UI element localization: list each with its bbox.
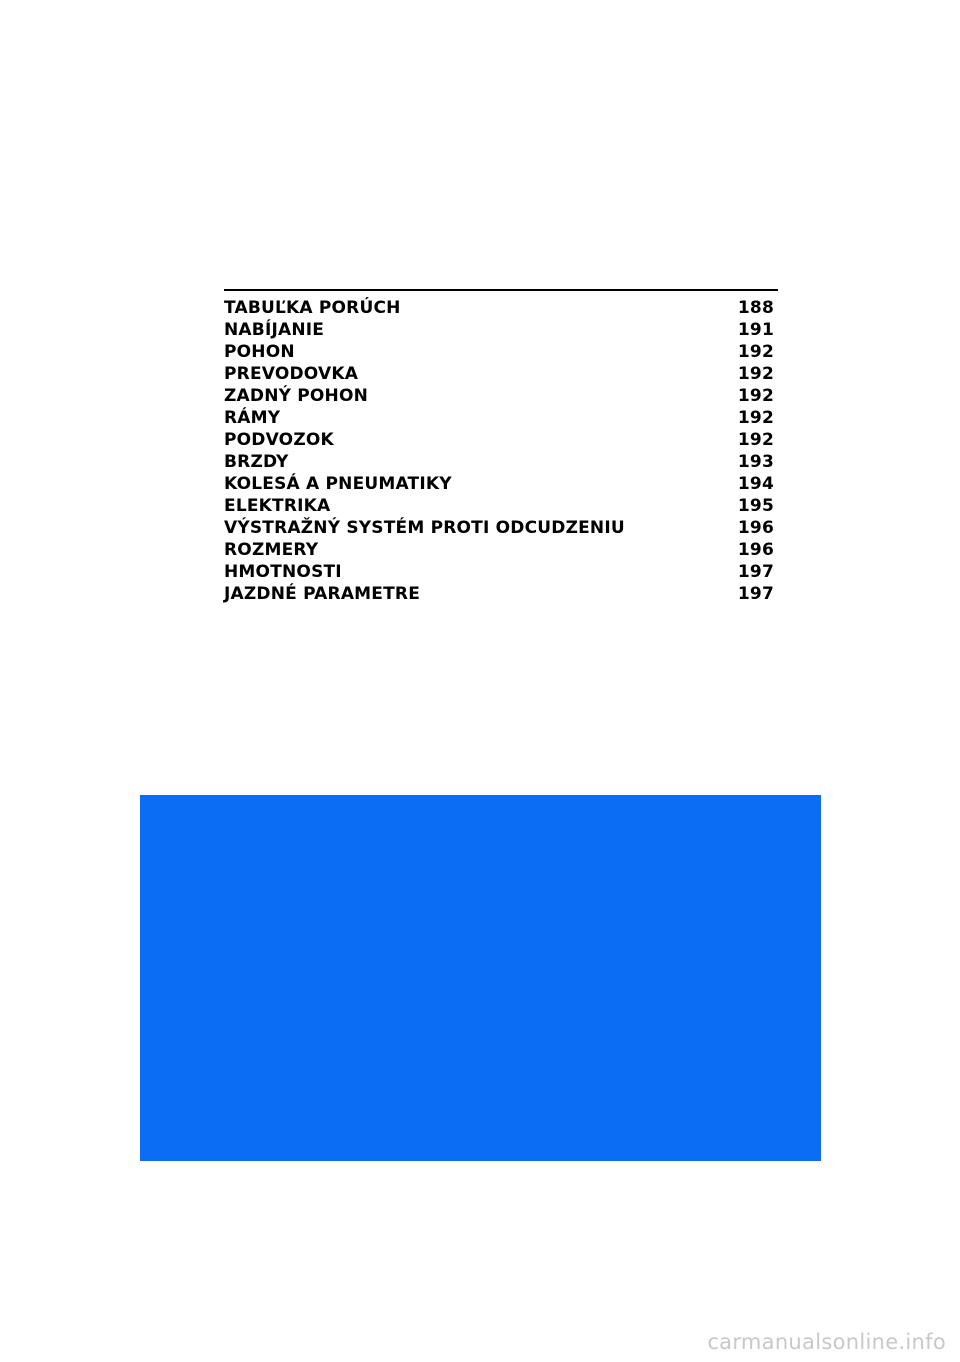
toc-entry-title: ROZMERY <box>224 540 319 560</box>
toc-entry-title: RÁMY <box>224 408 281 428</box>
toc-entry-page: 197 <box>737 562 774 582</box>
blue-panel <box>140 795 821 1161</box>
table-of-contents <box>224 289 778 605</box>
toc-entry-title: VÝSTRAŽNÝ SYSTÉM PROTI ODCUDZENIU <box>224 518 625 538</box>
toc-entry-page: 192 <box>737 408 774 428</box>
toc-entry-page: 197 <box>737 584 774 604</box>
toc-entry[interactable] <box>224 583 778 605</box>
toc-entry[interactable] <box>224 319 778 341</box>
toc-entry[interactable] <box>224 385 778 407</box>
toc-entry-title: PODVOZOK <box>224 430 334 450</box>
toc-entry-page: 191 <box>737 320 774 340</box>
toc-entry-page: 192 <box>737 386 774 406</box>
toc-entry-title: PREVODOVKA <box>224 364 359 384</box>
toc-entry-page: 192 <box>737 430 774 450</box>
toc-entry[interactable] <box>224 495 778 517</box>
toc-entry[interactable] <box>224 429 778 451</box>
toc-entry-title: KOLESÁ A PNEUMATIKY <box>224 474 452 494</box>
toc-entry-title: BRZDY <box>224 452 289 472</box>
toc-entry-page: 192 <box>737 342 774 362</box>
toc-entry-title: NABÍJANIE <box>224 320 325 340</box>
toc-entry-title: POHON <box>224 342 295 362</box>
toc-entry[interactable] <box>224 341 778 363</box>
watermark-text: carmanualsonline.info <box>707 1330 946 1354</box>
toc-entry[interactable] <box>224 561 778 583</box>
toc-entry-title: HMOTNOSTI <box>224 562 342 582</box>
toc-entry-title: ELEKTRIKA <box>224 496 331 516</box>
toc-entry[interactable] <box>224 473 778 495</box>
toc-entry-title: JAZDNÉ PARAMETRE <box>224 584 421 604</box>
toc-entry[interactable] <box>224 539 778 561</box>
toc-entry[interactable] <box>224 363 778 385</box>
toc-entry-page: 188 <box>737 298 774 318</box>
toc-entry-title: TABUĽKA PORÚCH <box>224 298 401 318</box>
toc-entry[interactable] <box>224 407 778 429</box>
toc-entry-page: 196 <box>737 540 774 560</box>
toc-entry[interactable] <box>224 451 778 473</box>
toc-entry-page: 193 <box>737 452 774 472</box>
toc-entry-page: 195 <box>737 496 774 516</box>
toc-entry[interactable] <box>224 297 778 319</box>
toc-entry[interactable] <box>224 517 778 539</box>
toc-entry-title: ZADNÝ POHON <box>224 386 369 406</box>
toc-entry-page: 194 <box>737 474 774 494</box>
toc-entry-page: 196 <box>737 518 774 538</box>
toc-entry-page: 192 <box>737 364 774 384</box>
